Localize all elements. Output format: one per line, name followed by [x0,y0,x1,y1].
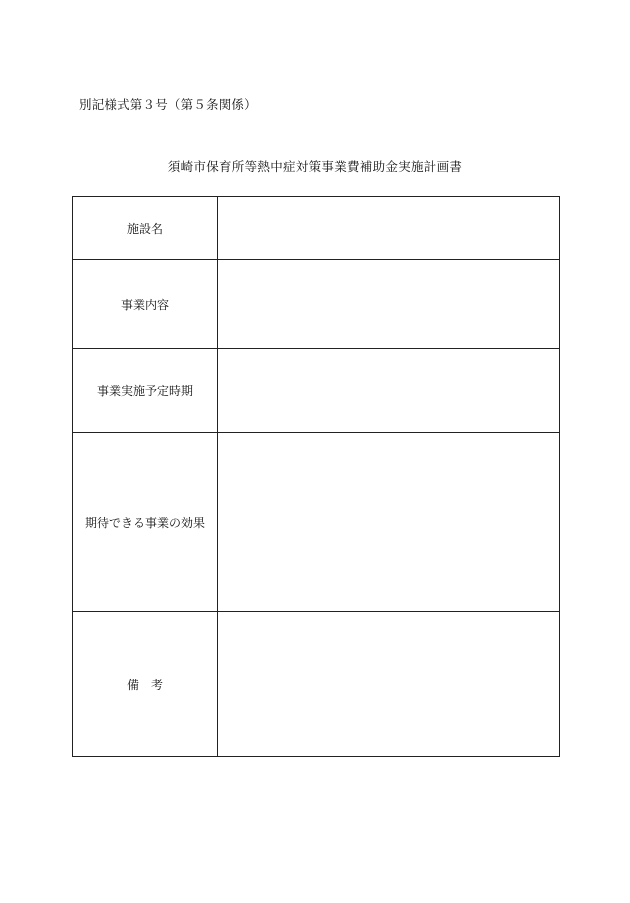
expected-effect-field[interactable] [218,433,560,612]
project-content-field[interactable] [218,260,560,349]
facility-name-label: 施設名 [73,197,218,260]
project-content-label: 事業内容 [73,260,218,349]
table-row-project-content [73,260,560,349]
table-row-expected-effect [73,433,560,612]
table-row-schedule [73,349,560,433]
facility-name-field[interactable] [218,197,560,260]
remarks-label: 備 考 [73,612,218,757]
remarks-field[interactable] [218,612,560,757]
document-title: 須崎市保育所等熱中症対策事業費補助金実施計画書 [167,159,463,174]
plan-table [72,196,560,757]
expected-effect-label: 期待できる事業の効果 [73,433,218,612]
table-row-remarks [73,612,560,757]
form-number: 別記様式第３号（第５条関係） [79,97,257,112]
table-row-facility-name [73,197,560,260]
schedule-label: 事業実施予定時期 [73,349,218,433]
schedule-field[interactable] [218,349,560,433]
